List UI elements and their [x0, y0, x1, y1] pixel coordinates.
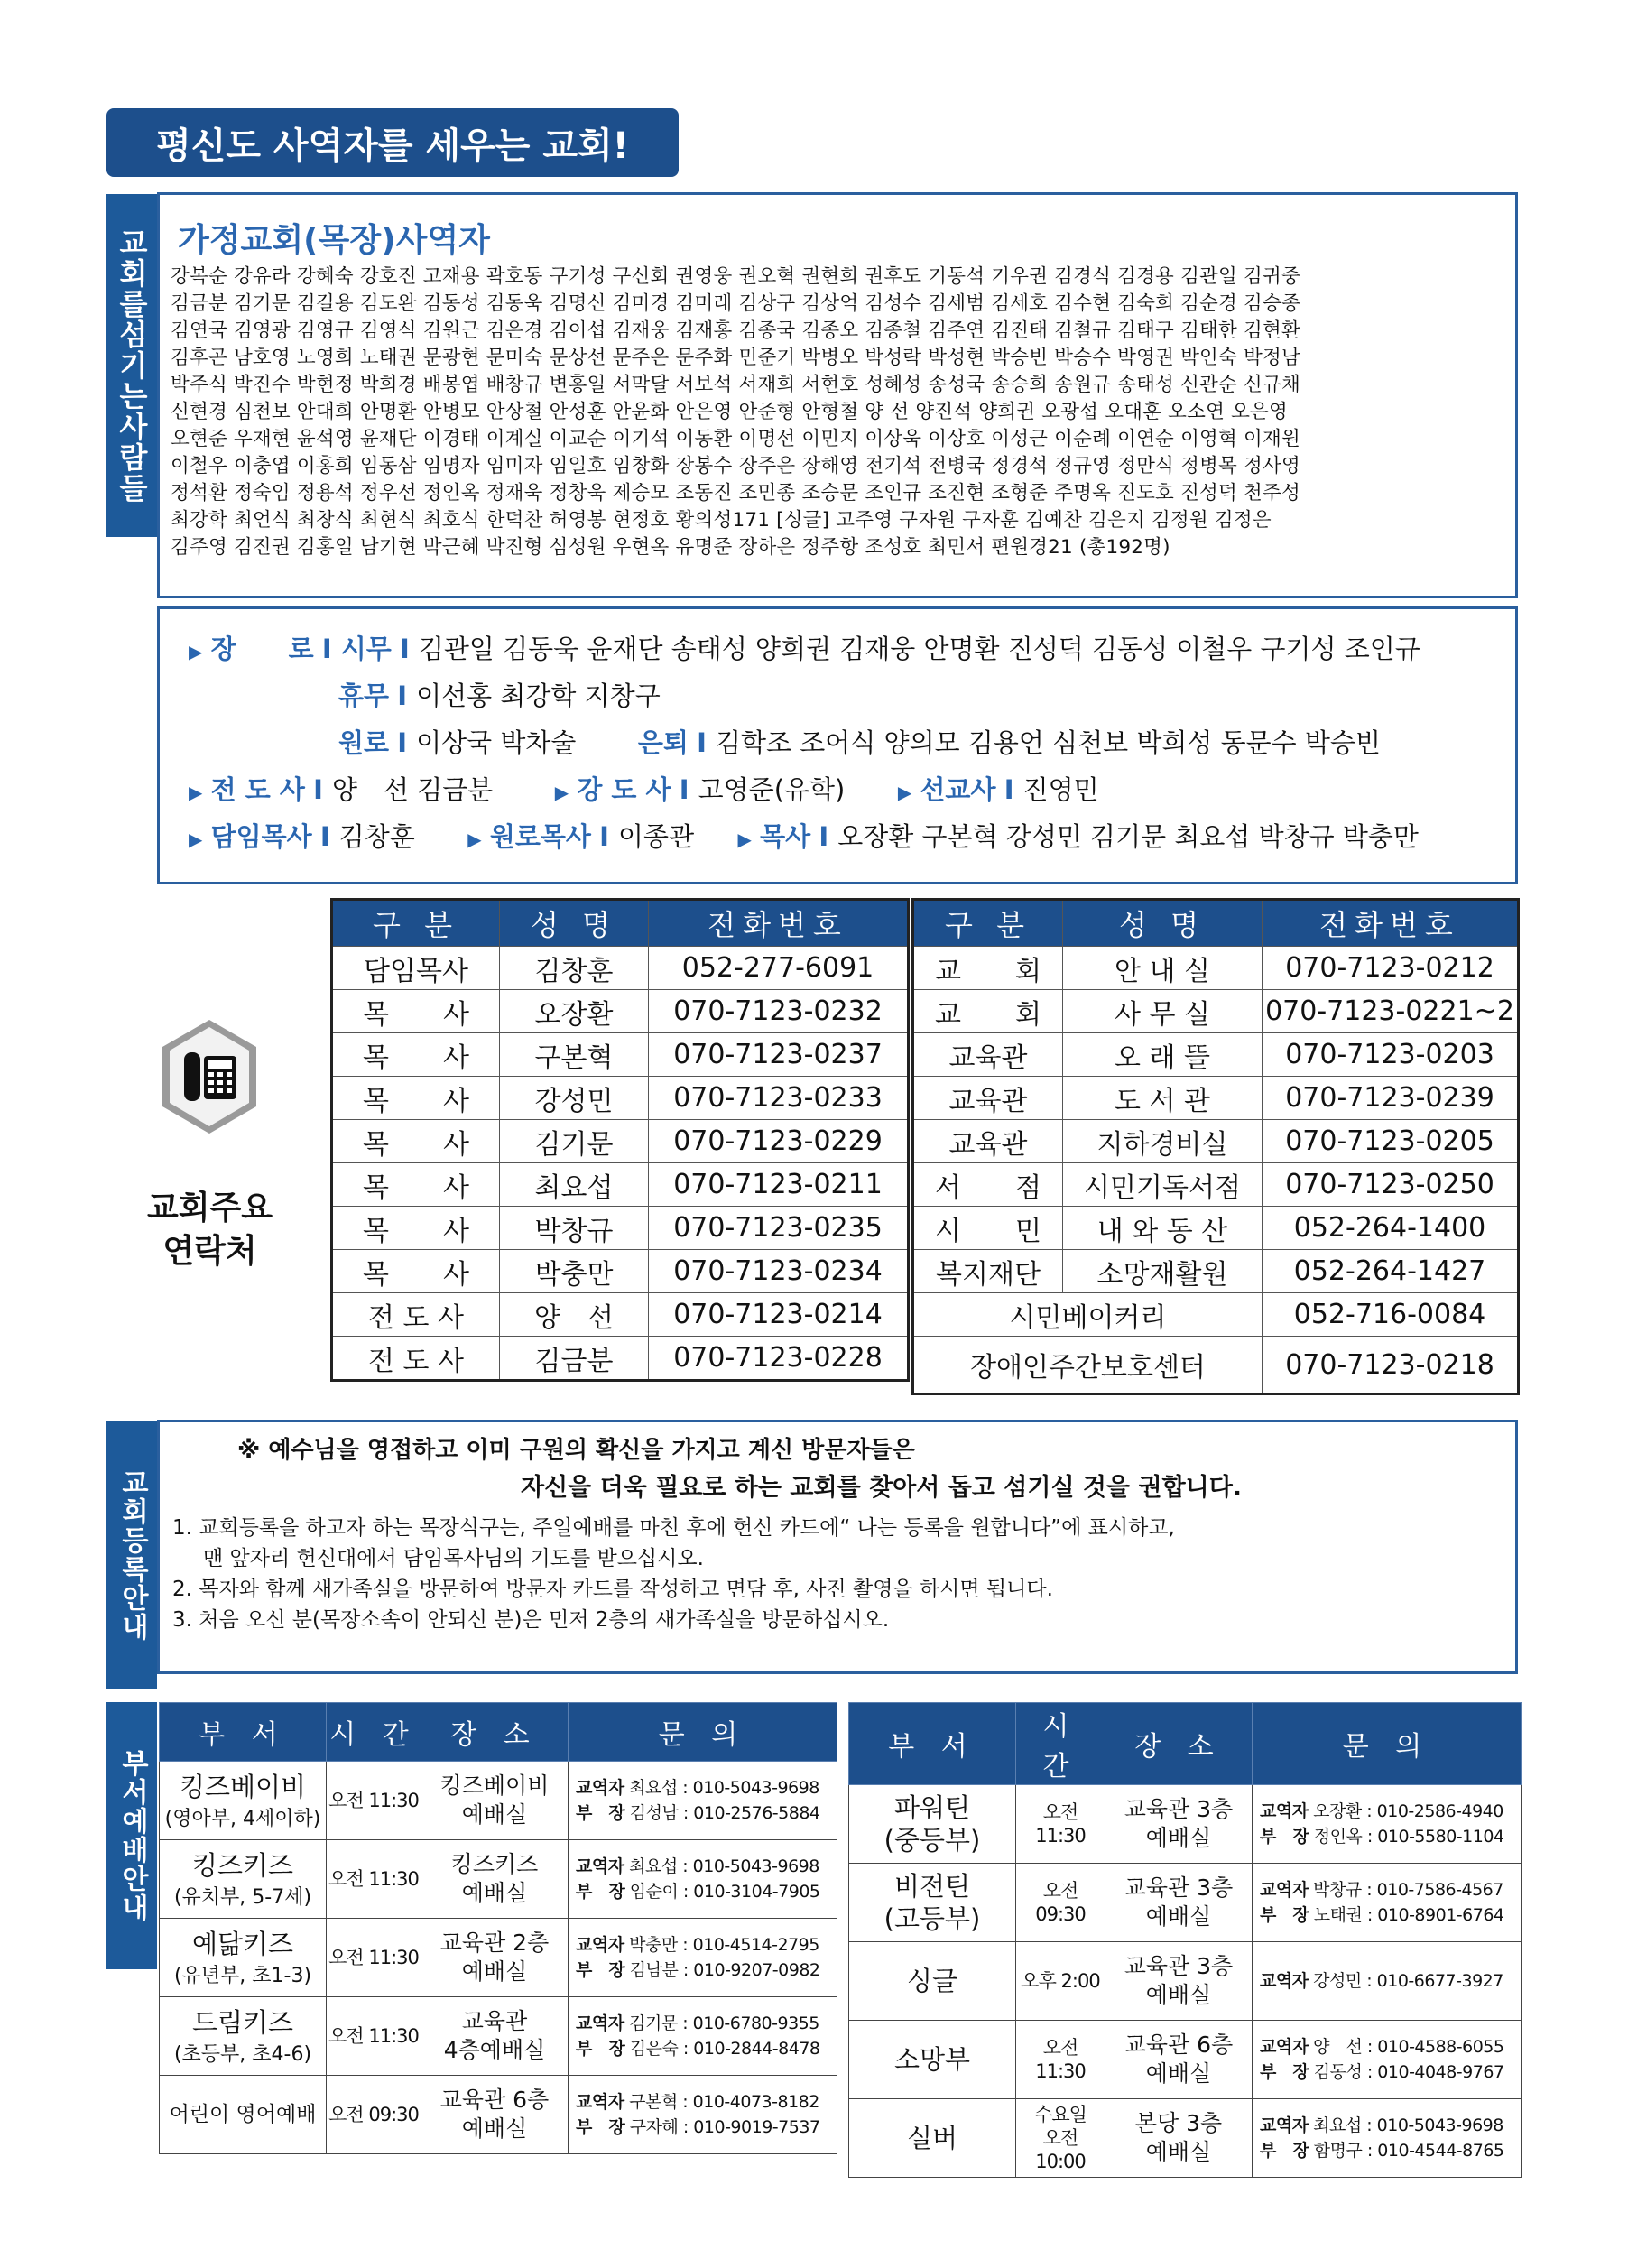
dept-contact: 김동성 : 010-4048-9767: [1313, 2062, 1504, 2082]
contact-role-label: 교역자: [1260, 2115, 1309, 2135]
pastor-emeritus: 이종관: [618, 821, 695, 852]
dept-time: 오전 11:30: [1016, 1785, 1105, 1864]
dept-sub: (중등부): [883, 1825, 981, 1856]
dept-contact: 오장환 : 010-2586-4940: [1313, 1801, 1503, 1821]
contact-role-label: 부 장: [576, 1803, 625, 1823]
small-group-names: [171, 264, 1300, 561]
dept-place: 4층예배실: [443, 2037, 546, 2063]
lecturer: 고영준(유학): [698, 774, 846, 805]
dept-place: 예배실: [461, 2115, 528, 2142]
contact-role-label: 부 장: [576, 2117, 625, 2137]
contacts-label: [144, 1187, 275, 1273]
dept-name: 어린이 영어예배: [169, 2103, 317, 2126]
names-line: 정석환 정숙임 정용석 정우선 정인옥 정재욱 정창욱 제승모 조동진 조민종 조승문 조인규 조진현 조형준 주명옥 진도호 진성덕 천주성: [171, 482, 1300, 505]
dept-time: 오전 10:00: [1035, 2127, 1086, 2172]
table-row: [332, 1033, 909, 1077]
table-row: [913, 1293, 1519, 1337]
contact-name: 소망재활원: [1063, 1250, 1263, 1293]
dept-contact: 정인옥 : 010-5580-1104: [1313, 1827, 1504, 1847]
contact-name: 오 래 뜰: [1063, 1033, 1263, 1077]
contact-name: 사 무 실: [1063, 990, 1263, 1033]
dept-contact: 함명구 : 010-4544-8765: [1313, 2141, 1504, 2161]
table-row: [913, 990, 1519, 1033]
dept-place: 교육관 6층: [1124, 2032, 1234, 2058]
emeritus-label: 원로: [338, 727, 390, 758]
dept-place: 교육관: [461, 2008, 528, 2034]
contact-phone[interactable]: 052-264-1427: [1263, 1250, 1519, 1293]
pastor-emeritus-label: 원로목사: [489, 821, 591, 852]
registration-item-1-cont: 맨 앞자리 헌신대에서 담임목사님의 기도를 받으십시오.: [203, 1547, 704, 1570]
table-row: [913, 1250, 1519, 1293]
col-header: 문 의: [1253, 1703, 1522, 1785]
contact-role: 시민베이커리: [913, 1293, 1263, 1337]
triangle-icon: ▶: [189, 641, 203, 662]
table-row: [849, 1785, 1522, 1864]
dept-contact: 양 선 : 010-4588-6055: [1313, 2037, 1504, 2057]
dept-name: 킹즈키즈: [191, 1849, 294, 1881]
dept-time: 오전 11:30: [1016, 2021, 1105, 2099]
contact-role-label: 부 장: [576, 1960, 625, 1980]
contact-phone[interactable]: 070-7123-0228: [649, 1337, 909, 1381]
dept-contact: 최요섭 : 010-5043-9698: [629, 1778, 819, 1798]
triangle-icon: ▶: [737, 829, 752, 850]
dept-time: 수요일: [1034, 2104, 1087, 2125]
dept-name: 비전틴: [893, 1871, 971, 1902]
contact-phone[interactable]: 070-7123-0229: [649, 1120, 909, 1163]
contact-name: 시민기독서점: [1063, 1163, 1263, 1207]
side-tab-serve: 교회를섬기는사람들: [106, 194, 157, 537]
dept-time: 오전 11:30: [327, 1762, 421, 1840]
staff-box: [157, 606, 1518, 884]
names-line: 김연국 김영광 김영규 김영식 김원근 김은경 김이섭 김재웅 김재홍 김종국 김종오 김종철 김주연 김진태 김철규 김태구 김태한 김현환: [171, 319, 1300, 342]
phone-icon: [159, 1018, 260, 1135]
registration-intro-2: 자신을 더욱 필요로 하는 교회를 찾아서 돕고 섬기실 것을 권합니다.: [521, 1474, 1243, 1502]
table-row: [332, 1293, 909, 1337]
table-row: [160, 2076, 837, 2154]
contact-role: 목 사: [332, 1033, 500, 1077]
contact-name: 양 선: [500, 1293, 649, 1337]
registration-item-1: 1. 교회등록을 하고자 하는 목장식구는, 주일예배를 마친 후에 헌신 카드에“ 나는 등록을 원합니다”에 표시하고,: [172, 1516, 1175, 1540]
contact-phone[interactable]: 070-7123-0237: [649, 1033, 909, 1077]
lecturer-label: 강 도 사: [577, 774, 671, 805]
names-line: 이철우 이충엽 이홍희 임동삼 임명자 임미자 임일호 임창화 장봉수 장주은 장해영 전기석 전병국 정경석 정규영 정만식 정병목 정사영: [171, 455, 1300, 477]
dept-name: 예닮키즈: [191, 1928, 294, 1959]
table-row: [849, 2021, 1522, 2099]
col-header: 장 소: [1105, 1703, 1253, 1785]
contact-role: 목 사: [332, 1250, 500, 1293]
contact-name: 도 서 관: [1063, 1077, 1263, 1120]
contact-name: 최요섭: [500, 1163, 649, 1207]
dept-contact: 구자혜 : 010-9019-7537: [629, 2117, 820, 2137]
dept-place: 킹즈키즈: [450, 1851, 539, 1877]
table-row: [160, 1997, 837, 2076]
dept-contact: 임순이 : 010-3104-7905: [629, 1882, 820, 1902]
dept-time: 오전 09:30: [1016, 1864, 1105, 1942]
contact-role: 교 회: [913, 990, 1063, 1033]
registration-box: [157, 1420, 1518, 1674]
contact-phone[interactable]: 070-7123-0205: [1263, 1120, 1519, 1163]
contacts-table-right: [911, 898, 1520, 1395]
dept-contact: 최요섭 : 010-5043-9698: [629, 1856, 819, 1876]
contact-name: 김창훈: [500, 947, 649, 990]
dept-name: 싱글: [906, 1966, 958, 1996]
dept-place: 예배실: [1145, 2060, 1212, 2087]
dept-place: 교육관 3층: [1124, 1875, 1234, 1901]
dept-contact: 최요섭 : 010-5043-9698: [1313, 2115, 1503, 2135]
contact-role-label: 부 장: [1260, 1827, 1309, 1847]
contact-role: 목 사: [332, 1077, 500, 1120]
dept-name: 드림키즈: [191, 2006, 294, 2038]
resting-elders: 이선홍 최강학 지창구: [416, 680, 661, 711]
pastor-label: 목사: [760, 821, 811, 852]
senior-pastor-label: 담임목사: [210, 821, 312, 852]
contact-name: 안 내 실: [1063, 947, 1263, 990]
dept-name: 실버: [906, 2123, 958, 2153]
elder-label: 장 로: [210, 634, 314, 664]
active-elders: 김관일 김동욱 윤재단 송태성 양희권 김재웅 안명환 진성덕 김동성 이철우 구기성 조인규: [418, 634, 1420, 664]
dept-table-right: [848, 1702, 1522, 2178]
contact-role-label: 교역자: [576, 1935, 624, 1955]
contact-role-label: 교역자: [576, 1778, 624, 1798]
small-group-title: 가정교회(목장)사역자: [178, 222, 490, 259]
triangle-icon: ▶: [467, 829, 482, 850]
dept-place: 예배실: [1145, 1982, 1212, 2008]
dept-place: 예배실: [461, 1880, 528, 1906]
col-header: 부 서: [849, 1703, 1016, 1785]
contacts-label-line: 연락처: [162, 1233, 257, 1270]
contact-name: 구본혁: [500, 1033, 649, 1077]
names-line: 최강학 최언식 최창식 최현식 최호식 한덕찬 허영봉 현정호 황의성171 [싱글] 고주영 구자원 구자훈 김예찬 김은지 김정원 김정은: [171, 509, 1272, 532]
dept-place: 교육관 3층: [1124, 1796, 1234, 1822]
senior-pastor: 김창훈: [338, 821, 415, 852]
staff-elders: ▶ 장 로 I 시무 I 김관일 김동욱 윤재단 송태성 양희권 김재웅 안명환 진성덕 김동성 이철우 구기성 조인규: [189, 634, 1420, 664]
dept-table-left: [159, 1702, 837, 2154]
contact-role: 담임목사: [332, 947, 500, 990]
col-header: 성 명: [1063, 900, 1263, 947]
contact-phone[interactable]: 070-7123-0218: [1263, 1337, 1519, 1394]
dept-name: 소망부: [893, 2044, 971, 2075]
contact-role-label: 부 장: [576, 2039, 625, 2059]
contact-role-label: 부 장: [1260, 2141, 1309, 2161]
contact-role-label: 부 장: [1260, 1905, 1309, 1925]
table-row: [913, 947, 1519, 990]
contacts-label-line: 교회주요: [146, 1190, 273, 1227]
contact-name: 박충만: [500, 1250, 649, 1293]
contact-phone[interactable]: 070-7123-0235: [649, 1207, 909, 1250]
dept-place: 예배실: [1145, 1903, 1212, 1930]
table-row: [913, 1163, 1519, 1207]
dept-contact: 노태권 : 010-8901-6764: [1313, 1905, 1504, 1925]
active-label: 시무: [340, 634, 392, 664]
table-row: [332, 1163, 909, 1207]
contact-phone[interactable]: 070-7123-0239: [1263, 1077, 1519, 1120]
staff-pastors: ▶ 담임목사 I 김창훈 ▶ 원로목사 I 이종관 ▶ 목사 I 오장환 구본혁 강성민 김기문 최요섭 박창규 박충만: [189, 821, 1419, 852]
dept-contact: 강성민 : 010-6677-3927: [1313, 1971, 1503, 1991]
contact-phone[interactable]: 070-7123-0221~2: [1263, 990, 1519, 1033]
page-title: 평신도 사역자를 세우는 교회!: [106, 108, 679, 177]
contact-name: 오장환: [500, 990, 649, 1033]
dept-time: 오전 09:30: [327, 2076, 421, 2154]
contact-role: 전 도 사: [332, 1293, 500, 1337]
table-row: [849, 2099, 1522, 2178]
names-line: 오현준 우재현 윤석영 윤재단 이경태 이계실 이교순 이기석 이동환 이명선 이민지 이상욱 이상호 이성근 이순례 이연순 이영혁 이재원: [171, 428, 1300, 450]
dept-name: 파워틴: [893, 1792, 971, 1823]
table-row: [913, 1207, 1519, 1250]
table-row: [160, 1919, 837, 1997]
dept-contact: 김남분 : 010-9207-0982: [629, 1960, 820, 1980]
contact-name: 내 와 동 산: [1063, 1207, 1263, 1250]
col-header: 장 소: [421, 1703, 569, 1762]
pastors: 오장환 구본혁 강성민 김기문 최요섭 박창규 박충만: [837, 821, 1419, 852]
contact-role: 교육관: [913, 1077, 1063, 1120]
dept-sub: (유년부, 초1-3): [173, 1964, 312, 1987]
staff-emeritus: 원로 I 이상국 박차술 은퇴 I 김학조 조어식 양의모 김용언 심천보 박희성 동문수 박승빈: [338, 727, 1381, 758]
contact-phone[interactable]: 070-7123-0232: [649, 990, 909, 1033]
missionary-label: 선교사: [920, 774, 996, 805]
evangelists: 양 선 김금분: [331, 774, 494, 805]
dept-place: 킹즈베이비: [439, 1773, 550, 1799]
names-line: 김후곤 남호영 노영희 노태권 문광현 문미숙 문상선 문주은 문주화 민준기 박병오 박성락 박성현 박승빈 박승수 박영권 박인숙 박정남: [171, 347, 1300, 369]
dept-sub: (유치부, 5-7세): [173, 1885, 312, 1909]
dept-sub: (영아부, 4세이하): [164, 1807, 321, 1830]
contact-role: 서 점: [913, 1163, 1063, 1207]
col-header: 구 분: [332, 900, 500, 947]
table-row: [160, 1840, 837, 1919]
names-line: 박주식 박진수 박현정 박희경 배봉엽 배창규 변홍일 서막달 서보석 서재희 서현호 성혜성 송성국 송승희 송원규 송태성 신관순 신규채: [171, 374, 1300, 396]
table-row: [913, 1077, 1519, 1120]
contact-role: 목 사: [332, 1163, 500, 1207]
contact-role-label: 부 장: [1260, 2062, 1309, 2082]
names-line: 김주영 김진권 김홍일 남기현 박근혜 박진형 심성원 우현옥 유명준 장하은 정주항 조성호 최민서 편원경21 (총192명): [171, 536, 1170, 559]
contact-name: 박창규: [500, 1207, 649, 1250]
dept-contact: 박충만 : 010-4514-2795: [629, 1935, 819, 1955]
registration-item-2: 2. 목자와 함께 새가족실을 방문하여 방문자 카드를 작성하고 면담 후, 사진 촬영을 하시면 됩니다.: [172, 1578, 1053, 1601]
table-row: [332, 1077, 909, 1120]
contact-role-label: 교역자: [576, 1856, 624, 1876]
contact-role: 목 사: [332, 990, 500, 1033]
dept-place: 교육관 2층: [439, 1930, 550, 1956]
dept-time: 오전 11:30: [327, 1840, 421, 1919]
table-row: [332, 1207, 909, 1250]
names-line: 김금분 김기문 김길용 김도완 김동성 김동욱 김명신 김미경 김미래 김상구 김상억 김성수 김세범 김세호 김수현 김숙희 김순경 김승종: [171, 292, 1300, 315]
col-header: 문 의: [569, 1703, 837, 1762]
dept-place: 예배실: [461, 1801, 528, 1828]
emeritus-elders: 이상국 박차술: [416, 727, 577, 758]
table-row: [332, 1250, 909, 1293]
contact-role-label: 교역자: [1260, 1801, 1309, 1821]
dept-contact: 김성남 : 010-2576-5884: [629, 1803, 820, 1823]
dept-place: 본당 3층: [1134, 2110, 1223, 2136]
dept-contact: 박창규 : 010-7586-4567: [1313, 1880, 1503, 1900]
dept-time: 오후 2:00: [1016, 1942, 1105, 2021]
table-row: [913, 1120, 1519, 1163]
contact-phone[interactable]: 070-7123-0212: [1263, 947, 1519, 990]
dept-place: 예배실: [1145, 2139, 1212, 2165]
staff-resting: 휴무 I 이선홍 최강학 지창구: [338, 680, 661, 711]
contact-role-label: 교역자: [1260, 1880, 1309, 1900]
contact-phone[interactable]: 070-7123-0211: [649, 1163, 909, 1207]
retired-label: 은퇴: [637, 727, 689, 758]
contact-phone[interactable]: 052-277-6091: [649, 947, 909, 990]
dept-contact: 김은숙 : 010-2844-8478: [629, 2039, 820, 2059]
resting-label: 휴무: [338, 680, 390, 711]
dept-name: 킹즈베이비: [179, 1771, 307, 1802]
table-row: [913, 1033, 1519, 1077]
table-row: [332, 947, 909, 990]
side-tab-worship: 부서예배안내: [106, 1702, 157, 1969]
dept-place: 예배실: [461, 1958, 528, 1985]
triangle-icon: ▶: [554, 782, 569, 803]
contact-name: 강성민: [500, 1077, 649, 1120]
col-header: 전화번호: [649, 900, 909, 947]
col-header: 전화번호: [1263, 900, 1519, 947]
table-row: [160, 1762, 837, 1840]
contact-name: 김금분: [500, 1337, 649, 1381]
side-tab-register: 교회등록안내: [106, 1421, 157, 1689]
dept-contact: 김기문 : 010-6780-9355: [629, 2013, 819, 2033]
dept-sub: (초등부, 초4-6): [173, 2042, 312, 2066]
dept-time: 오전 11:30: [327, 1919, 421, 1997]
contact-phone[interactable]: 052-264-1400: [1263, 1207, 1519, 1250]
contact-role: 교 회: [913, 947, 1063, 990]
contact-role: 전 도 사: [332, 1337, 500, 1381]
contact-name: 지하경비실: [1063, 1120, 1263, 1163]
registration-item-3: 3. 처음 오신 분(목장소속이 안되신 분)은 먼저 2층의 새가족실을 방문하십시오.: [172, 1608, 890, 1632]
retired-elders: 김학조 조어식 양의모 김용언 심천보 박희성 동문수 박승빈: [716, 727, 1381, 758]
missionary: 진영민: [1022, 774, 1099, 805]
table-row: [332, 990, 909, 1033]
dept-place: 교육관 6층: [439, 2087, 550, 2113]
triangle-icon: ▶: [189, 829, 203, 850]
table-row: [913, 1337, 1519, 1394]
contact-role-label: 교역자: [576, 2092, 624, 2112]
table-row: [849, 1942, 1522, 2021]
contact-role: 복지재단: [913, 1250, 1063, 1293]
table-row: [849, 1864, 1522, 1942]
names-line: 강복순 강유라 강혜숙 강호진 고재용 곽호동 구기성 구신회 권영웅 권오혁 권현희 권후도 기동석 기우권 김경식 김경용 김관일 김귀중: [171, 265, 1300, 288]
triangle-icon: ▶: [189, 782, 203, 803]
contact-role: 시 민: [913, 1207, 1063, 1250]
dept-time: 오전 11:30: [327, 1997, 421, 2076]
contact-role: 목 사: [332, 1207, 500, 1250]
contact-phone[interactable]: 070-7123-0214: [649, 1293, 909, 1337]
names-line: 신현경 심천보 안대희 안명환 안병모 안상철 안성훈 안윤화 안은영 안준형 안형철 양 선 양진석 양희권 오광섭 오대훈 오소연 오은영: [171, 401, 1288, 423]
col-header: 시 간: [1016, 1703, 1105, 1785]
evangelist-label: 전 도 사: [210, 774, 305, 805]
contact-role-label: 교역자: [576, 2013, 624, 2033]
contact-name: 김기문: [500, 1120, 649, 1163]
small-group-box: [157, 192, 1518, 598]
contacts-table-left: [330, 898, 910, 1382]
registration-intro-1: ※ 예수님을 영접하고 이미 구원의 확신을 가지고 계신 방문자들은: [237, 1437, 915, 1464]
table-row: [332, 1120, 909, 1163]
contact-role-label: 교역자: [1260, 2037, 1309, 2057]
contact-phone[interactable]: 070-7123-0234: [649, 1250, 909, 1293]
triangle-icon: ▶: [897, 782, 912, 803]
contact-role: 장애인주간보호센터: [913, 1337, 1263, 1394]
col-header: 부 서: [160, 1703, 327, 1762]
table-row: [332, 1337, 909, 1381]
contact-role: 교육관: [913, 1033, 1063, 1077]
contact-phone[interactable]: 070-7123-0233: [649, 1077, 909, 1120]
dept-place: 교육관 3층: [1124, 1953, 1234, 1979]
staff-evangelists: ▶ 전 도 사 I 양 선 김금분 ▶ 강 도 사 I 고영준(유학) ▶ 선교사 I 진영민: [189, 774, 1099, 805]
contact-phone[interactable]: 070-7123-0250: [1263, 1163, 1519, 1207]
contact-role: 교육관: [913, 1120, 1063, 1163]
contact-phone[interactable]: 052-716-0084: [1263, 1293, 1519, 1337]
contact-phone[interactable]: 070-7123-0203: [1263, 1033, 1519, 1077]
col-header: 시 간: [327, 1703, 421, 1762]
dept-sub: (고등부): [883, 1903, 981, 1934]
dept-contact: 구본혁 : 010-4073-8182: [629, 2092, 819, 2112]
contact-role: 목 사: [332, 1120, 500, 1163]
contact-role-label: 교역자: [1260, 1971, 1309, 1991]
col-header: 성 명: [500, 900, 649, 947]
contact-role-label: 부 장: [576, 1882, 625, 1902]
col-header: 구 분: [913, 900, 1063, 947]
dept-place: 예배실: [1145, 1825, 1212, 1851]
